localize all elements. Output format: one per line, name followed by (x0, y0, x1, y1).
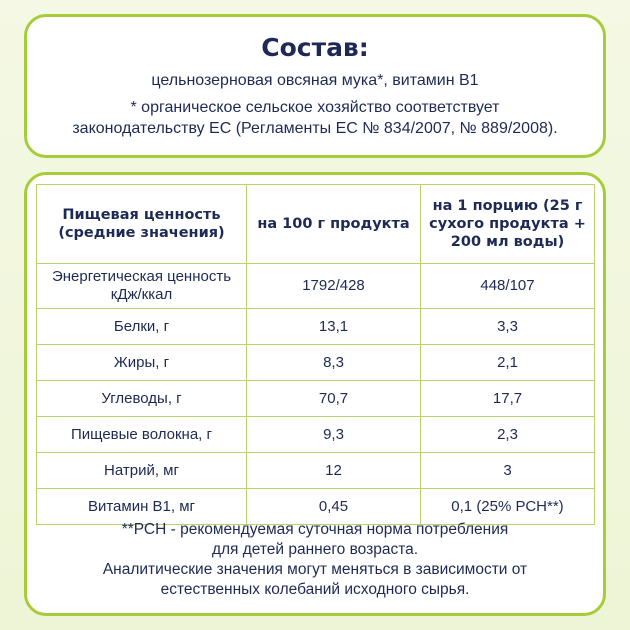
ingredients-text: цельнозерновая овсяная мука*, витамин B1 (151, 72, 479, 89)
header-nutritional-value: Пищевая ценность (средние значения) (37, 185, 247, 264)
row-per-serving: 0,1 (25% РСН**) (421, 489, 595, 525)
row-per-100g: 70,7 (247, 381, 421, 417)
composition-title: Состав: (261, 33, 369, 62)
table-row (37, 381, 595, 417)
composition-card (24, 14, 606, 158)
row-name: Витамин B1, мг (37, 489, 247, 525)
footnote-line1: **РСН - рекомендуемая суточная норма потребления (121, 521, 509, 538)
row-per-serving: 3 (421, 453, 595, 489)
row-name: Энергетическая ценность кДж/ккал (37, 264, 247, 309)
row-per-100g: 0,45 (247, 489, 421, 525)
header-per-serving: на 1 порцию (25 г сухого продукта + 200 мл воды) (421, 185, 595, 264)
row-per-100g: 1792/428 (247, 264, 421, 309)
row-name: Натрий, мг (37, 453, 247, 489)
footnote-line4: естественных колебаний исходного сырья. (160, 581, 470, 598)
organic-note-line1: * органическое сельское хозяйство соответствует (130, 99, 500, 116)
table-row (37, 309, 595, 345)
row-per-serving: 3,3 (421, 309, 595, 345)
nutrition-card (24, 172, 606, 616)
footnote-line3: Аналитические значения могут меняться в зависимости от (102, 561, 528, 578)
table-row (37, 264, 595, 309)
table-row (37, 453, 595, 489)
row-per-serving: 2,1 (421, 345, 595, 381)
row-per-100g: 9,3 (247, 417, 421, 453)
table-row (37, 345, 595, 381)
table-row (37, 417, 595, 453)
row-per-serving: 448/107 (421, 264, 595, 309)
row-per-serving: 2,3 (421, 417, 595, 453)
row-per-100g: 13,1 (247, 309, 421, 345)
organic-note-line2: законодательству ЕС (Регламенты ЕС № 834/2007, № 889/2008). (72, 120, 558, 137)
row-per-serving: 17,7 (421, 381, 595, 417)
row-name: Белки, г (37, 309, 247, 345)
footnote-line2: для детей раннего возраста. (211, 541, 419, 558)
header-per-100g: на 100 г продукта (247, 185, 421, 264)
row-per-100g: 12 (247, 453, 421, 489)
row-per-100g: 8,3 (247, 345, 421, 381)
row-name: Углеводы, г (37, 381, 247, 417)
row-name: Жиры, г (37, 345, 247, 381)
table-header-row (37, 185, 595, 264)
row-name: Пищевые волокна, г (37, 417, 247, 453)
footnote (27, 520, 603, 600)
nutrition-table (36, 184, 595, 525)
